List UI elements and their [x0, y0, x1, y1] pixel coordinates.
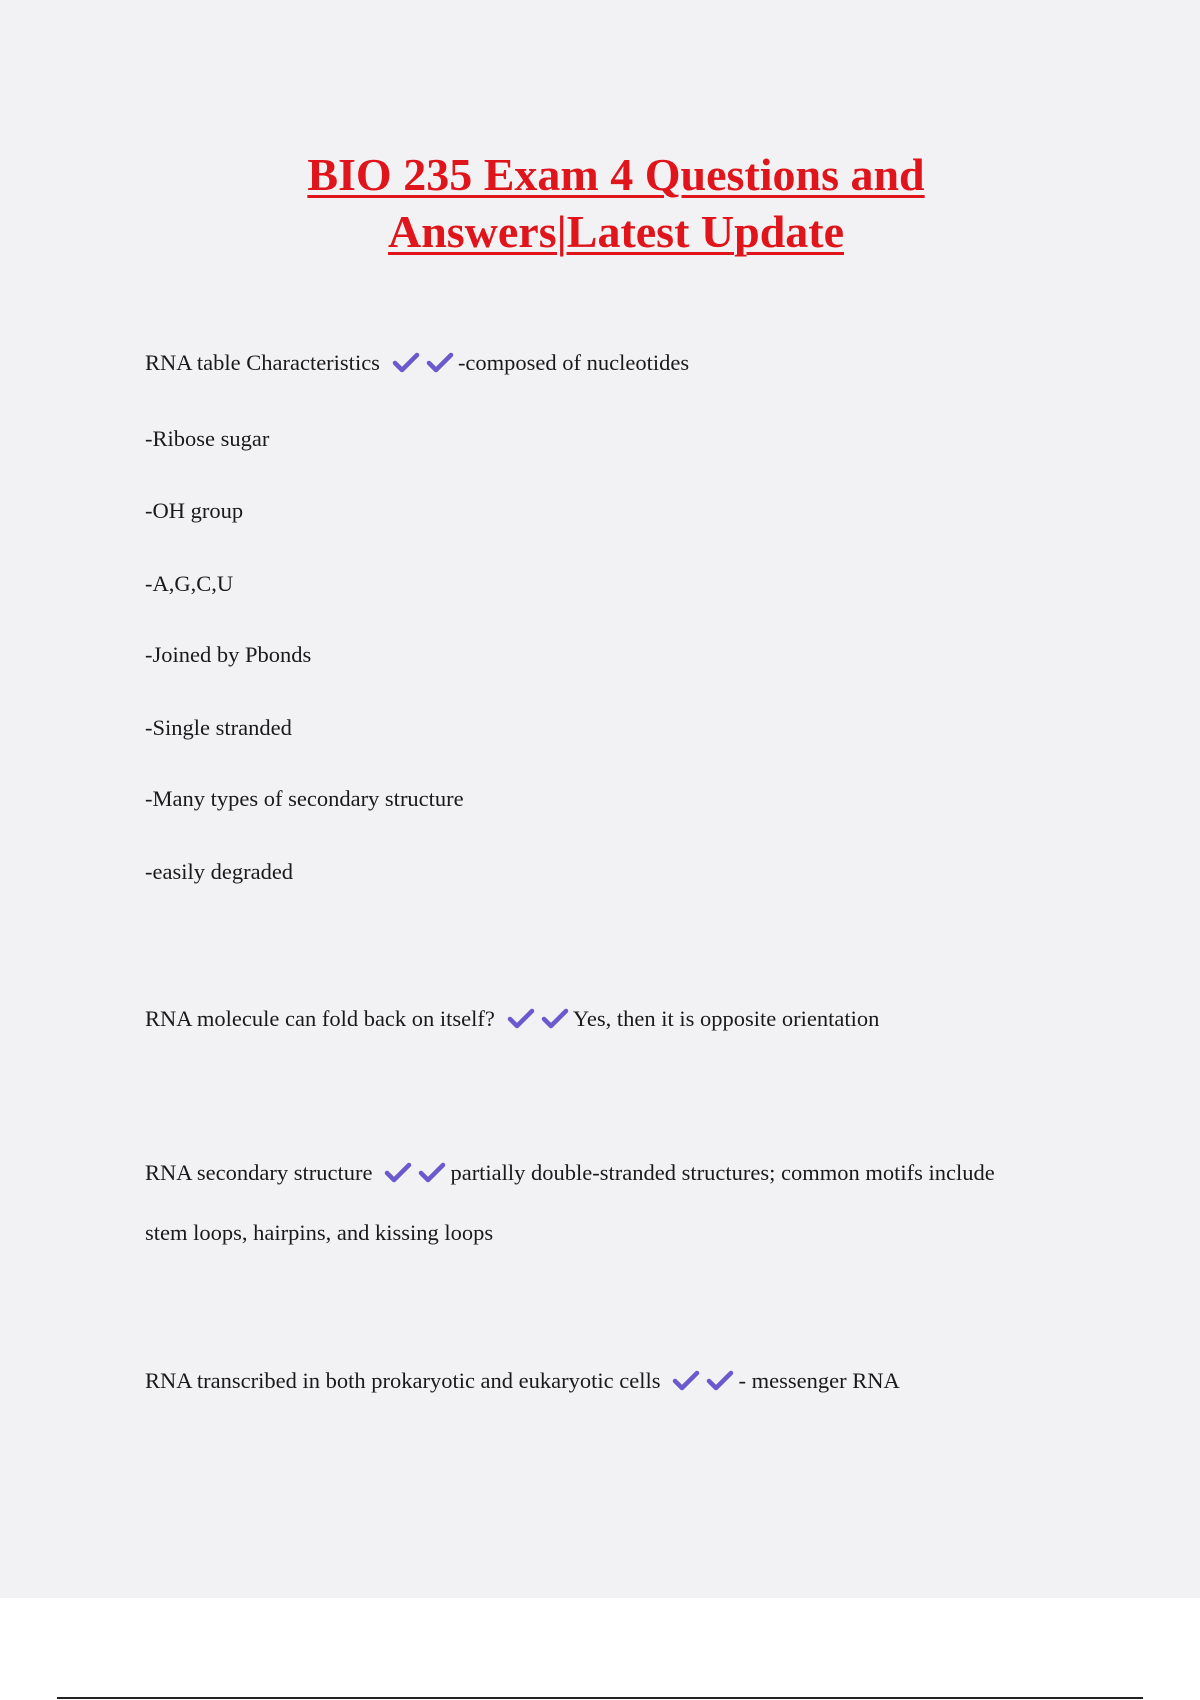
answer-marker: [507, 1007, 571, 1037]
qa-item-3: [145, 1158, 995, 1191]
check-mark-icon: [426, 351, 454, 373]
check-mark-icon: [384, 1161, 412, 1183]
check-mark-icon: [672, 1369, 700, 1391]
answer-marker: [672, 1369, 736, 1399]
answer-text: - messenger RNA: [738, 1368, 900, 1393]
answer-list-item: -Single stranded: [145, 715, 292, 740]
question-text: RNA molecule can fold back on itself?: [145, 1006, 495, 1031]
title-line-1: BIO 235 Exam 4 Questions and: [307, 149, 925, 200]
check-mark-icon: [392, 351, 420, 373]
question-text: RNA secondary structure: [145, 1160, 373, 1185]
answer-marker: [384, 1161, 448, 1191]
answer-list-item: -Joined by Pbonds: [145, 642, 312, 667]
qa-item-2: [145, 1004, 879, 1037]
answer-text: partially double-stranded structures; common motifs include: [450, 1160, 995, 1185]
answer-list-item: -OH group: [145, 498, 244, 523]
check-mark-icon: [706, 1369, 734, 1391]
answer-marker: [392, 351, 456, 381]
document-title: [150, 146, 1082, 260]
answer-text: -composed of nucleotides: [457, 350, 690, 375]
question-text: RNA table Characteristics: [145, 350, 380, 375]
check-mark-icon: [418, 1161, 446, 1183]
footer-divider: [57, 1697, 1143, 1699]
qa-item-1: [145, 348, 689, 381]
title-line-2: Answers|Latest Update: [387, 206, 845, 257]
qa-item-4: [145, 1366, 900, 1399]
check-mark-icon: [541, 1007, 569, 1029]
question-text: RNA transcribed in both prokaryotic and eukaryotic cells: [145, 1368, 661, 1393]
answer-text: Yes, then it is opposite orientation: [572, 1006, 880, 1031]
answer-list-item: -Many types of secondary structure: [145, 786, 464, 811]
check-mark-icon: [507, 1007, 535, 1029]
answer-list-item: -easily degraded: [145, 859, 294, 884]
answer-list-item: -A,G,C,U: [145, 571, 234, 596]
answer-continuation: stem loops, hairpins, and kissing loops: [145, 1220, 494, 1245]
answer-list-item: -Ribose sugar: [145, 426, 270, 451]
